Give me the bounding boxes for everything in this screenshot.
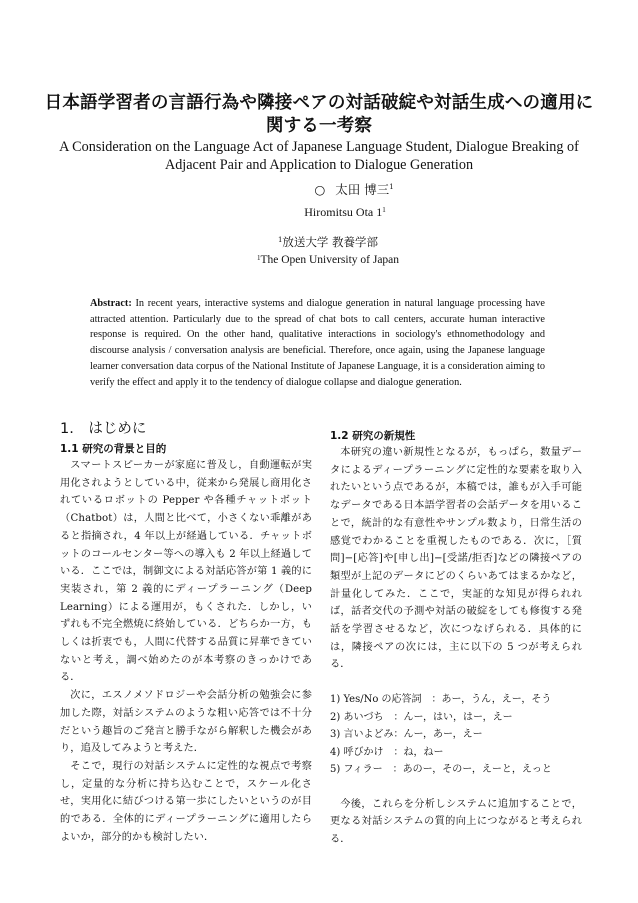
list-item: 4) 呼びかけ ：ね，ねー	[330, 746, 444, 758]
section-heading-intro: 1. はじめに	[60, 421, 147, 437]
affil-ja-sup: 1	[277, 236, 283, 244]
paper-title-ja: 日本語学習者の言語行為や隣接ペアの対話破綻や対話生成への適用に関する一考察	[44, 93, 594, 136]
paragraph: 本研究の違い新規性となるが，もっぱら，数量データによるディープラーニングに定性的な要素を取り入れたいという点であるが，本稿では，誰もが入手可能なデータである日本語学習者の会話データを用いることで，統計的な有意性やサンプル数より，日常生活の感覚でわかることを重視したものである．次に，［質問]−[応答]や[申し出]−[受諾/拒否]などの隣接ペアの類型が上記のデータにどのくらいあてはまるかなど，計量化してみた．ここで，実証的な知見が得られれば，話者交代の予測や対話の破綻をしても修復する発話を学習させるなど，次につなげられる．具体的には，隣接ペアの次には，主に以下の 5 つが考えられる．	[330, 447, 582, 671]
paper-title-en: A Consideration on the Language Act of Japanese Language Student, Dialogue Breaking of Adjacent Pair and Application to Dialogue Generation	[59, 139, 579, 173]
author-name-en: Hiromitsu Ota 1	[304, 205, 383, 219]
subsection-heading-novelty: 1.2 研究の新規性	[330, 430, 416, 442]
filler-list	[330, 691, 582, 779]
affil-en-text: The Open University of Japan	[260, 254, 400, 266]
right-column	[330, 420, 582, 849]
affiliation-ja	[0, 235, 638, 249]
author-en	[0, 205, 638, 219]
list-item: 3) 言いよどみ：んー，あー，えー	[330, 729, 483, 741]
abstract	[90, 296, 545, 390]
author-ja-affil-sup: 1	[389, 183, 394, 191]
abstract-text: In recent years, interactive systems and dialogue generation in natural language processing have attracted attention. Particularly due to the spread of chat bots to call centers, accurate human interactive response is required. On the other hand, qualitative interactions in sociology's ethnomethodology and discourse analysis / conversation analysis are beneficial. Therefore, once again, using the Japanese language learner conversation data corpus of the National Institute of Japanese Language, it is a consideration aiming to verify the effect and apply it to the tendency of dialogue collapse and dialogue generation.	[90, 298, 545, 388]
subsection-heading-background: 1.1 研究の背景と目的	[60, 443, 167, 455]
left-column	[60, 420, 312, 846]
abstract-label: Abstract:	[90, 298, 132, 309]
paragraph: 今後，これらを分析しシステムに追加することで，更なる対話システムの質的向上につながると考えられる．	[330, 798, 582, 846]
paragraph: そこで，現行の対話システムに定性的な視点で考察し，定量的な分析に持ち込むことで，スケール化させ，実用化に結びつける第一歩にしたいというのが目的である．全体的にディープラーニングに適用したらよいか，部分的かも検討したい．	[60, 760, 312, 843]
list-item: 1) Yes/No の応答詞 ：あー，うん，えー，そう	[330, 694, 552, 706]
list-item: 2) あいづち ：んー，はい，はー，えー	[330, 711, 513, 723]
affiliation-en	[0, 253, 638, 267]
affil-en-sup: 1	[256, 254, 261, 262]
affil-ja-text: 放送大学 教養学部	[282, 235, 379, 249]
author-name-ja: 太田 博三	[335, 182, 390, 197]
author-en-affil-sup: 1	[382, 206, 386, 214]
author-ja	[0, 182, 638, 197]
list-item: 5) フィラー ：あのー，そのー，えーと，えっと	[330, 764, 552, 776]
paragraph: スマートスピーカーが家庭に普及し，自動運転が実用化されようとしている中，従来から発展し商用化されているロボットの Pepper や各種チャットボット（Chatbot）は，人間と比べて，小さくない乖離があると指摘され，4 年以上が経過している．チャットボットのコールセンター等への導入も 2 年以上経過している．ここでは，制御文による対話応答が第 1 義的に実装され，第 2 義的にディープラーニング（Deep Learning）による運用が，もくされた．しかし，いずれも不完全燃焼に終始している．どちらか一方，もしくは折衷でも，人間に代替する品質に昇華できていないと考え，調べ始めたのが本考察のきっかけである．	[60, 460, 312, 684]
presenter-mark: ○	[314, 182, 326, 197]
paragraph: 次に，エスノメソドロジーや会話分析の勉強会に参加した際，対話システムのような粗い応答では不十分だという趣旨のご発言と勝手ながら解釈した機会があり，追及してみようと考えた．	[60, 690, 312, 755]
